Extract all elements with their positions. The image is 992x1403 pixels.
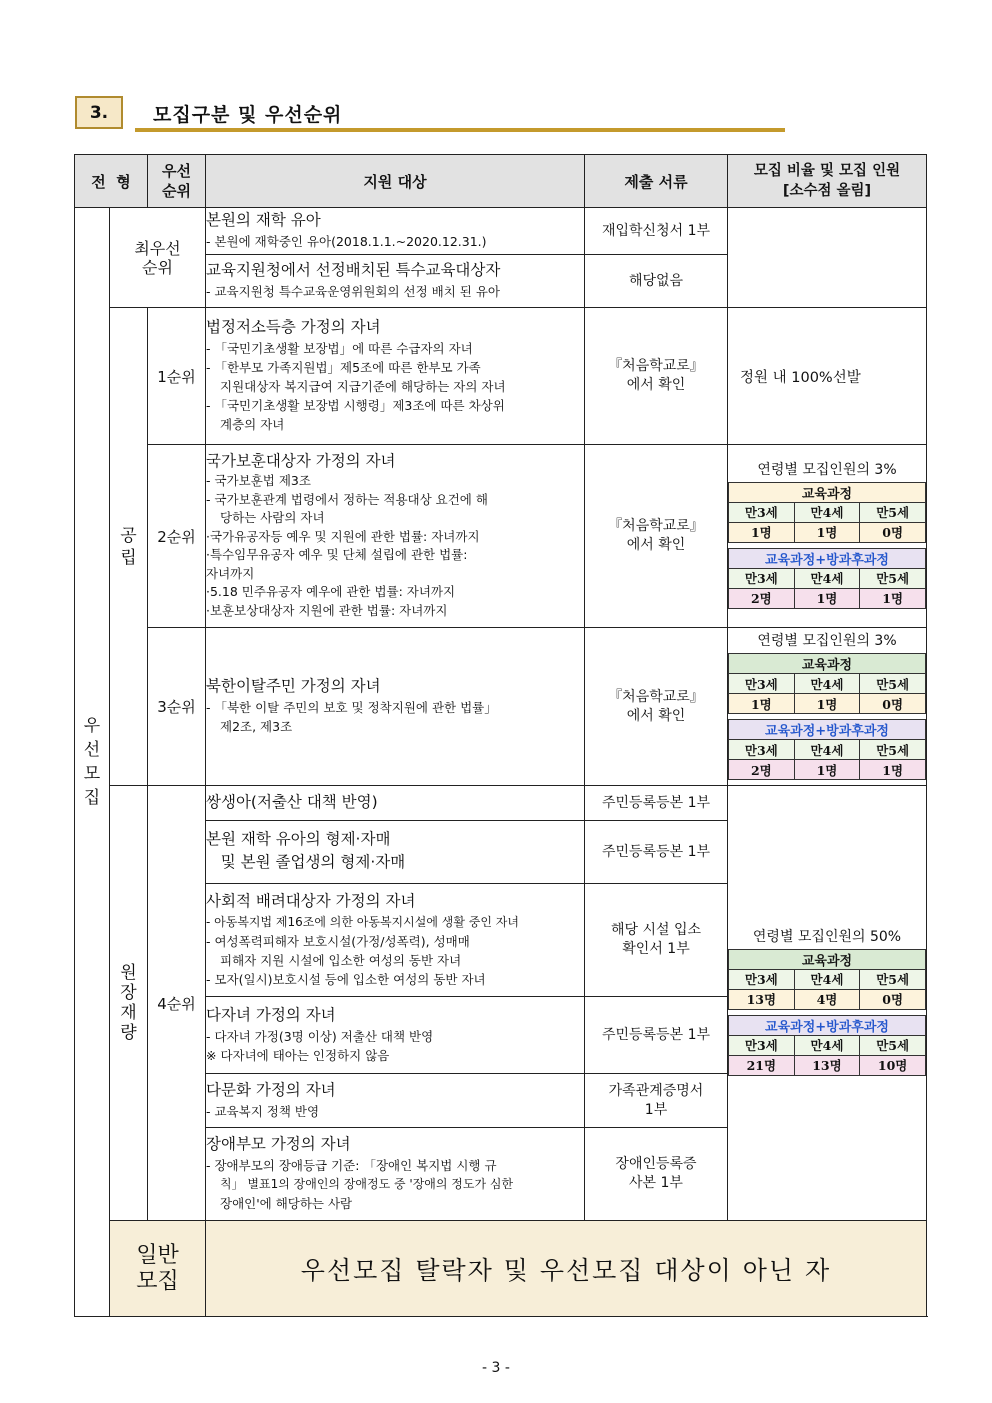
target-line: - 교육지원청 특수교육운영위원회의 선정 배치 된 유아 [206,284,501,299]
target-cell [206,786,585,821]
age-label: 만3세 [729,1035,795,1055]
target-line: 장애인'에 해당하는 사람 [220,1196,353,1211]
target-line: 지원대상자 복지급여 지급기준에 해당하는 자의 자녀 [220,379,506,394]
table-header-row [75,155,927,208]
target-line: - 여성폭력피해자 보호시설(가정/성폭력), 성매매 [206,933,470,949]
target-line: - 모자(일시)보호시설 등에 입소한 여성의 동반 자녀 [206,971,486,987]
table-row [75,445,927,628]
count-value: 1명 [794,694,860,714]
edu-caption: 교육과정 [729,654,926,674]
doc-cell: 주민등록등본 1부 [585,821,728,884]
target-title: 장애부모 가정의 자녀 [206,1135,351,1153]
count-value: 1명 [794,760,860,780]
count-value: 1명 [729,522,795,542]
target-title: 사회적 배려대상자 가정의 자녀 [206,891,416,910]
after-count-table [728,719,926,780]
target-line: - 교육복지 정책 반영 [206,1103,320,1119]
after-caption: 교육과정+방과후과정 [729,548,926,568]
target-cell [206,1128,585,1221]
header-type: 전 형 [75,155,148,208]
age-label: 만5세 [860,969,926,989]
rank-label: 1순위 [148,308,206,445]
target-line: - 장애부모의 장애등급 기준: 「장애인 복지법 시행 규 [206,1158,497,1173]
age-label: 만5세 [860,740,926,760]
header-priority: 우선 순위 [148,155,206,208]
count-value: 0명 [860,522,926,542]
count-value: 13명 [794,1055,860,1075]
after-count-table [728,1015,926,1076]
target-line: - 다자녀 가정(3명 이상) 저출산 대책 반영 [206,1028,434,1044]
ratio-title: 연령별 모집인원의 50% [752,928,902,945]
director-group-label: 원 장 재 량 [110,786,148,1221]
target-line: 계층의 자녀 [220,417,285,432]
count-value: 1명 [794,522,860,542]
edu-caption: 교육과정 [729,482,926,502]
ratio-cell [728,786,927,1221]
target-line: - 아동복지법 제16조에 의한 아동복지시설에 생활 중인 자녀 [206,914,519,929]
ratio-cell [728,445,927,628]
age-label: 만3세 [729,969,795,989]
target-title: 쌍생아(저출산 대책 반영) [206,792,378,811]
table-row [75,1221,927,1317]
section-underline [135,128,785,132]
doc-cell: 『처음학교로』 에서 확인 [585,308,728,445]
target-line: - 「한부모 가족지원법」제5조에 따른 한부모 가족 [206,360,481,375]
priority-group-label: 우 선 모 집 [75,208,110,1317]
header-ratio: 모집 비율 및 모집 인원 [소수점 올림] [728,155,927,208]
rank-label: 4순위 [148,786,206,1221]
doc-cell: 해당 시설 입소 확인서 1부 [585,884,728,997]
age-label: 만4세 [794,674,860,694]
section-header [75,96,787,134]
target-cell [206,445,585,628]
target-title: 다문화 가정의 자녀 [206,1080,336,1099]
target-line: - 「국민기초생활 보장법 시행령」제3조에 따른 차상위 [206,398,505,413]
target-line: 자녀까지 [206,565,255,581]
table-row [75,628,927,786]
doc-cell: 해당없음 [585,255,728,308]
target-line: - 국가보훈법 제3조 [206,473,311,489]
general-label: 일반 모집 [110,1221,206,1317]
after-caption: 교육과정+방과후과정 [729,720,926,740]
age-label: 만5세 [860,502,926,522]
target-cell [206,255,585,308]
target-cell [206,1074,585,1128]
doc-cell: 주민등록등본 1부 [585,997,728,1074]
target-line: 피해자 지원 시설에 입소한 여성의 동반 자녀 [220,952,462,968]
doc-cell: 『처음학교로』 에서 확인 [585,628,728,786]
age-label: 만3세 [729,740,795,760]
doc-cell: 『처음학교로』 에서 확인 [585,445,728,628]
age-label: 만4세 [794,740,860,760]
ratio-title: 연령별 모집인원의 3% [757,461,897,478]
target-line: ·특수임무유공자 예우 및 단체 설립에 관한 법률: [206,547,468,563]
doc-cell: 장애인등록증 사본 1부 [585,1128,728,1221]
table-row [75,208,927,255]
section-title: 모집구분 및 우선순위 [153,104,343,126]
target-title: 국가보훈대상자 가정의 자녀 [206,451,396,470]
section-number: 3. [75,96,123,129]
count-value: 1명 [860,588,926,608]
count-value: 4명 [794,989,860,1009]
target-line: - 본원에 재학중인 유아(2018.1.1.~2020.12.31.) [206,234,487,249]
page-number: - 3 - [482,1360,510,1376]
doc-cell: 재입학신청서 1부 [585,208,728,255]
target-title: 교육지원청에서 선정배치된 특수교육대상자 [206,261,501,279]
count-value: 21명 [729,1055,795,1075]
target-line: 제2조, 제3조 [220,719,293,734]
doc-cell: 주민등록등본 1부 [585,786,728,821]
age-label: 만4세 [794,1035,860,1055]
target-cell [206,884,585,997]
public-group-label: 공 립 [110,308,148,786]
edu-caption: 교육과정 [729,949,926,969]
count-value: 10명 [860,1055,926,1075]
target-title: 본원 재학 유아의 형제·자매 및 본원 졸업생의 형제·자매 [206,830,406,871]
target-title: 북한이탈주민 가정의 자녀 [206,677,381,695]
target-line: - 「북한 이탈 주민의 보호 및 정착지원에 관한 법률」 [206,700,497,715]
general-text: 우선모집 탈락자 및 우선모집 대상이 아닌 자 [206,1221,927,1317]
age-label: 만4세 [794,969,860,989]
age-label: 만5세 [860,674,926,694]
count-value: 1명 [860,760,926,780]
target-cell [206,208,585,255]
ratio-text: 정원 내 100%선발 [728,308,927,445]
target-line: 당하는 사람의 자녀 [220,510,325,526]
count-value: 2명 [729,760,795,780]
age-label: 만5세 [860,1035,926,1055]
target-line: ·국가유공자등 예우 및 지원에 관한 법률: 자녀까지 [206,528,480,544]
age-label: 만4세 [794,568,860,588]
target-title: 본원의 재학 유아 [206,211,321,229]
header-target: 지원 대상 [206,155,585,208]
target-line: - 「국민기초생활 보장법」에 따른 수급자의 자녀 [206,341,473,356]
header-documents: 제출 서류 [585,155,728,208]
target-cell [206,997,585,1074]
target-line: 칙」 별표1의 장애인의 장애정도 중 '장애의 정도가 심한 [220,1177,514,1191]
age-label: 만4세 [794,502,860,522]
count-value: 2명 [729,588,795,608]
doc-cell: 가족관계증명서 1부 [585,1074,728,1128]
table-row [75,786,927,821]
edu-count-table [728,949,926,1010]
target-cell [206,308,585,445]
count-value: 1명 [729,694,795,714]
recruitment-table [74,154,927,1317]
rank-label: 2순위 [148,445,206,628]
age-label: 만3세 [729,568,795,588]
ratio-empty [728,208,927,308]
target-line: ·보훈보상대상자 지원에 관한 법률: 자녀까지 [206,602,448,618]
ratio-title: 연령별 모집인원의 3% [757,633,897,649]
rank-label: 3순위 [148,628,206,786]
ratio-cell [728,628,927,786]
target-title: 다자녀 가정의 자녀 [206,1005,336,1024]
target-line: ※ 다자녀에 태아는 인정하지 않음 [206,1047,390,1063]
table-row [75,308,927,445]
target-line: - 국가보훈관계 법령에서 정하는 적용대상 요건에 해 [206,491,488,507]
target-cell [206,821,585,884]
age-label: 만3세 [729,674,795,694]
after-caption: 교육과정+방과후과정 [729,1015,926,1035]
edu-count-table [728,482,926,543]
after-count-table [728,548,926,609]
count-value: 1명 [794,588,860,608]
edu-count-table [728,653,926,714]
count-value: 13명 [729,989,795,1009]
top-priority-label: 최우선 순위 [110,208,206,308]
target-title: 법정저소득층 가정의 자녀 [206,318,381,336]
target-cell [206,628,585,786]
age-label: 만5세 [860,568,926,588]
count-value: 0명 [860,694,926,714]
count-value: 0명 [860,989,926,1009]
age-label: 만3세 [729,502,795,522]
target-line: ·5.18 민주유공자 예우에 관한 법률: 자녀까지 [206,584,456,600]
